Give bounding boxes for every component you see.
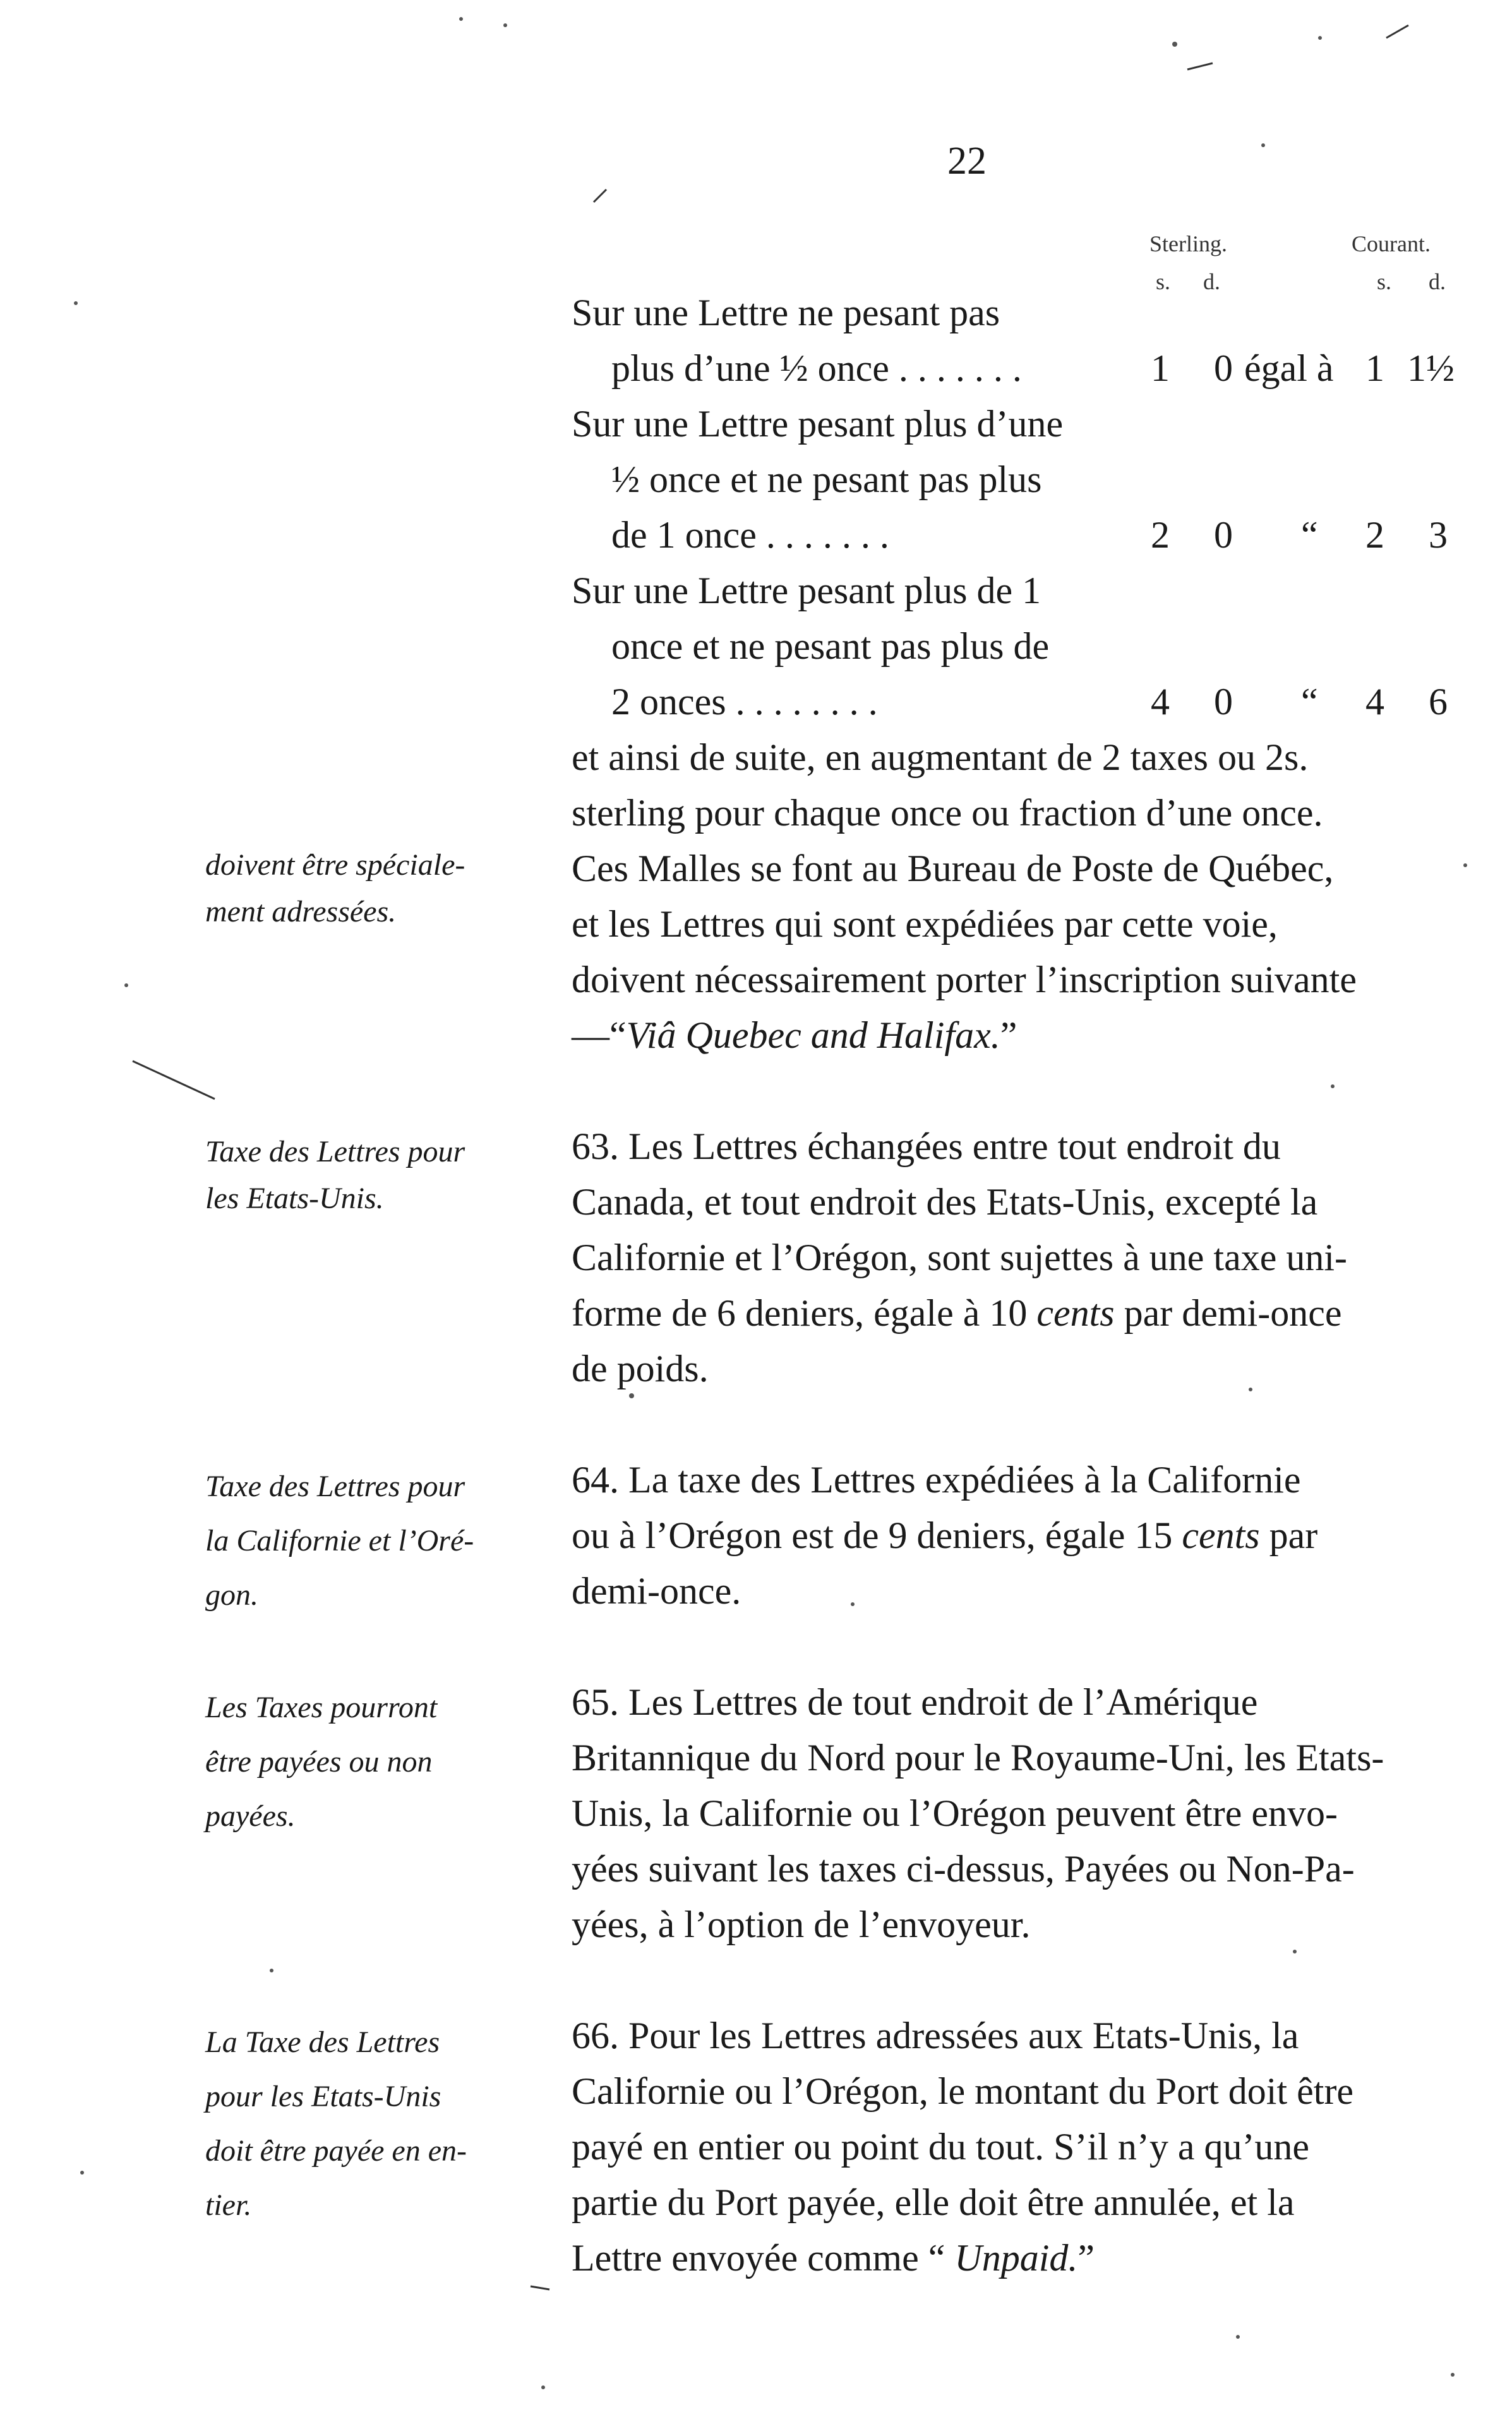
text-line: yées, à l’option de l’envoyeur.	[572, 1904, 1031, 1945]
unpaid-italic: Unpaid.	[954, 2237, 1078, 2279]
text-line: Californie ou l’Orégon, le montant du Port doit être	[572, 2070, 1354, 2112]
text-line: Californie et l’Orégon, sont sujettes à une taxe uni-	[572, 1237, 1347, 1278]
rate-row-2-courant-pence: 3	[1429, 514, 1448, 556]
text-run: par	[1259, 1515, 1318, 1556]
rate-row-3-line-2: once et ne pesant pas plus de	[611, 625, 1050, 667]
rate-row-1-courant-pence: 1½	[1407, 347, 1455, 389]
text-line: Ces Malles se font au Bureau de Poste de Québec,	[572, 848, 1334, 889]
margin-note-line: payées.	[205, 1799, 296, 1833]
rate-row-1-pence: 0	[1214, 347, 1233, 389]
text-line: sterling pour chaque once ou fraction d’une once.	[572, 792, 1323, 834]
text-line: doivent nécessairement porter l’inscription suivante	[572, 959, 1357, 1000]
margin-note-line: gon.	[205, 1578, 258, 1612]
text-line: 66. Pour les Lettres adressées aux Etats-Unis, la	[572, 2015, 1299, 2056]
rate-row-2-shillings: 2	[1151, 514, 1170, 556]
rate-row-2-line-2: ½ once et ne pesant pas plus	[611, 459, 1042, 500]
rate-row-2-ditto: “	[1301, 514, 1318, 556]
text-line: 65. Les Lettres de tout endroit de l’Amérique	[572, 1681, 1258, 1723]
cents-italic: cents	[1036, 1292, 1115, 1334]
quote-prefix: —“	[572, 1014, 627, 1056]
text-line: Unis, la Californie ou l’Orégon peuvent être envo-	[572, 1792, 1338, 1834]
rate-row-1-line-1: Sur une Lettre ne pesant pas	[572, 292, 1000, 333]
rate-row-2-line-3: de 1 once . . . . . . .	[611, 514, 889, 556]
margin-note-line: Taxe des Lettres pour	[205, 1470, 465, 1503]
margin-note-line: ment adressées.	[205, 895, 397, 928]
rate-row-1-shillings: 1	[1151, 347, 1170, 389]
text-run: ou à l’Orégon est de 9 deniers, égale 15	[572, 1515, 1182, 1556]
text-line: demi-once.	[572, 1570, 741, 1612]
subheader-pence-sterling: d.	[1203, 269, 1220, 294]
rate-row-2-courant-shillings: 2	[1365, 514, 1384, 556]
header-sterling: Sterling.	[1149, 231, 1227, 256]
rate-row-1-line-2: plus d’une ½ once . . . . . . .	[611, 347, 1022, 389]
text-line: et ainsi de suite, en augmentant de 2 taxes ou 2s.	[572, 736, 1309, 778]
rate-row-3-ditto: “	[1301, 681, 1318, 723]
text-line: payé en entier ou point du tout. S’il n’y a qu’une	[572, 2126, 1310, 2168]
margin-note-line: être payées ou non	[205, 1745, 433, 1779]
rate-row-1-courant-shillings: 1	[1365, 347, 1384, 389]
rate-row-2-line-1: Sur une Lettre pesant plus d’une	[572, 403, 1064, 445]
rate-row-3-courant-shillings: 4	[1365, 681, 1384, 723]
subheader-pence-courant: d.	[1429, 269, 1446, 294]
rate-row-3-courant-pence: 6	[1429, 681, 1448, 723]
rate-row-3-shillings: 4	[1151, 681, 1170, 723]
rate-row-1-separator: égal à	[1244, 347, 1334, 389]
margin-note-line: La Taxe des Lettres	[205, 2025, 440, 2059]
page-number: 22	[947, 140, 987, 183]
subheader-shillings-courant: s.	[1377, 269, 1392, 294]
rate-row-3-line-1: Sur une Lettre pesant plus de 1	[572, 570, 1041, 611]
text-line: 64. La taxe des Lettres expédiées à la Californie	[572, 1459, 1301, 1501]
text-line: yées suivant les taxes ci-dessus, Payées ou Non-Pa-	[572, 1848, 1355, 1890]
margin-note-line: pour les Etats-Unis	[205, 2080, 441, 2113]
rate-row-3-line-3: 2 onces . . . . . . . .	[611, 681, 878, 723]
rate-row-2-pence: 0	[1214, 514, 1233, 556]
text-line: et les Lettres qui sont expédiées par cette voie,	[572, 903, 1278, 945]
text-line: partie du Port payée, elle doit être annulée, et la	[572, 2181, 1295, 2223]
margin-note-line: doivent être spéciale-	[205, 848, 465, 882]
text-line: Canada, et tout endroit des Etats-Unis, excepté la	[572, 1181, 1318, 1223]
margin-note-line: Taxe des Lettres pour	[205, 1135, 465, 1168]
margin-note-line: tier.	[205, 2188, 252, 2222]
margin-note-line: doit être payée en en-	[205, 2134, 467, 2168]
margin-note-line: Les Taxes pourront	[205, 1691, 438, 1724]
cents-italic: cents	[1182, 1515, 1260, 1556]
text-run: par demi-once	[1114, 1292, 1342, 1334]
text-run: forme de 6 deniers, égale à 10	[572, 1292, 1037, 1334]
text-line: de poids.	[572, 1348, 709, 1389]
margin-note-line: les Etats-Unis.	[205, 1182, 384, 1215]
via-quebec-italic: Viâ Quebec and Halifax.	[626, 1014, 1000, 1056]
quote-suffix: ”	[1000, 1014, 1017, 1056]
text-line: Britannique du Nord pour le Royaume-Uni, les Etats-	[572, 1737, 1384, 1779]
text-run: Lettre envoyée comme “	[572, 2237, 955, 2279]
text-line: 63. Les Lettres échangées entre tout endroit du	[572, 1125, 1281, 1167]
margin-note-line: la Californie et l’Oré-	[205, 1524, 474, 1557]
text-run: ”	[1077, 2237, 1095, 2279]
rate-row-3-pence: 0	[1214, 681, 1233, 723]
header-courant: Courant.	[1352, 231, 1431, 256]
subheader-shillings-sterling: s.	[1156, 269, 1171, 294]
